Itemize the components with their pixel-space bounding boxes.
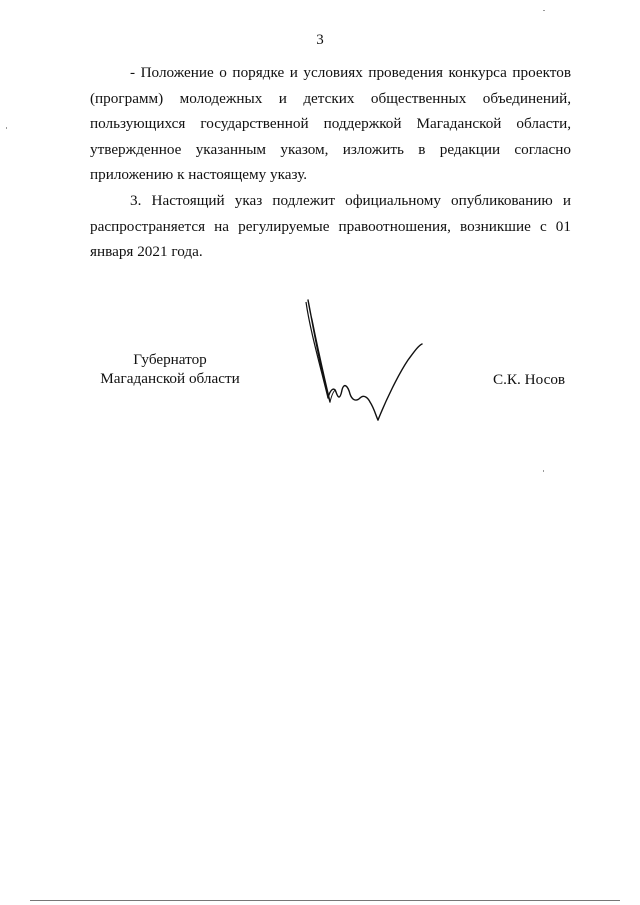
scan-speck-right <box>543 470 544 472</box>
page-number: 3 <box>316 32 324 48</box>
signatory-title-line1: Губернатор <box>133 351 207 368</box>
scan-edge-line <box>30 900 620 901</box>
signatory-title-line2: Магаданской области <box>100 370 240 387</box>
signatory-name: С.К. Носов <box>493 371 566 388</box>
paragraph-publication: 3. Настоящий указ подлежит официальному опубликованию и распространяется на регулируемые правоотношения, возникшие с 01 января 2021 года. <box>90 191 571 261</box>
paragraph-regulation: - Положение о порядке и условиях проведения конкурса проектов (программ) молодежных и детских общественных объединений, пользующихся государственной поддержкой Магаданской области, утвержденное указанным указом, изложить в редакции согласно приложению к настоящему указу. <box>90 64 571 184</box>
signatory-title <box>90 350 250 388</box>
document-body <box>90 60 571 265</box>
scan-speck-left <box>6 127 7 129</box>
scan-speck-top-right <box>543 10 545 11</box>
handwritten-signature <box>290 290 440 430</box>
